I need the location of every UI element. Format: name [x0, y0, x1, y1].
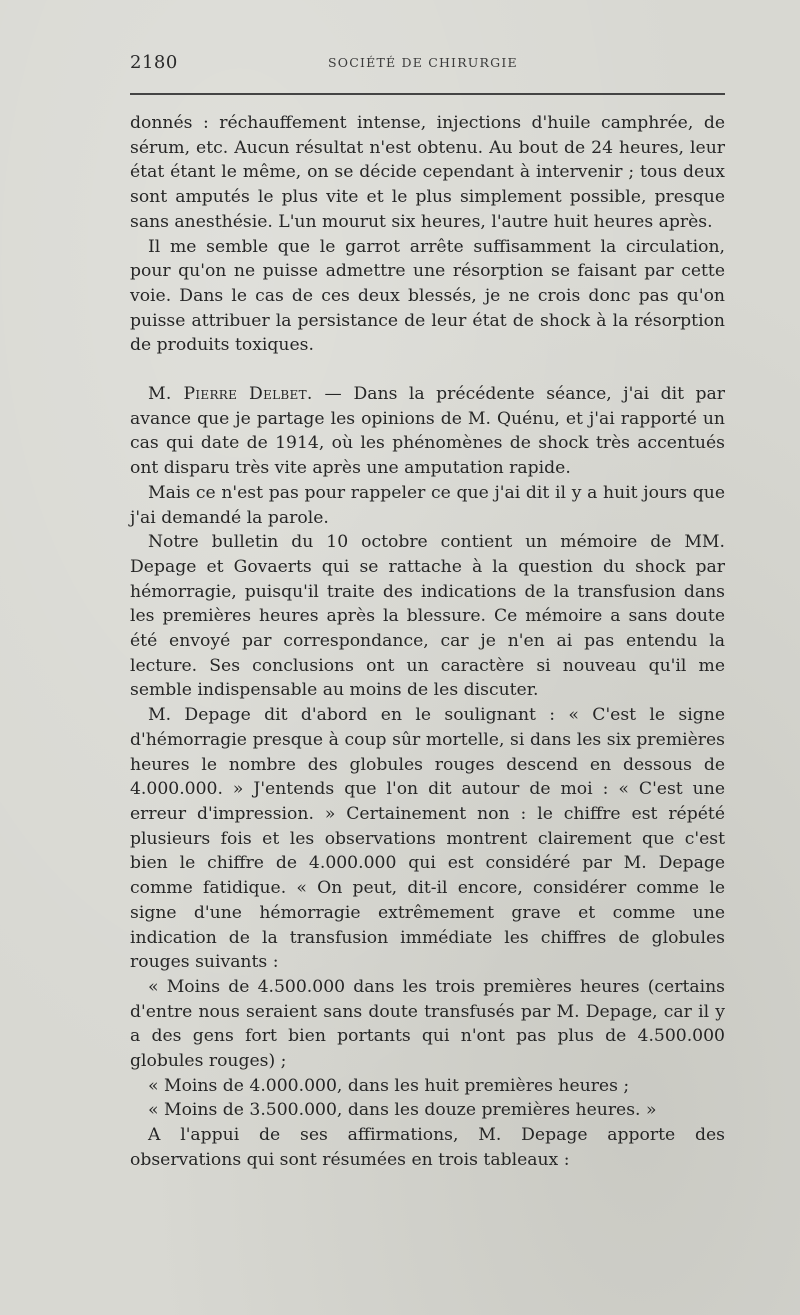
page-number: 2180 [130, 52, 178, 73]
paragraph: A l'appui de ses affirmations, M. Depage apporte des observations qui sont résumées en trois tableaux : [130, 1125, 725, 1170]
paragraph: Mais ce n'est pas pour rappeler ce que j'ai dit il y a huit jours que j'ai demandé la parole. [130, 482, 725, 528]
speaker-name: M. Pierre Delbet. — [148, 384, 342, 405]
header-rule [130, 93, 725, 95]
quote-item: « Moins de 4.500.000 dans les trois premières heures (certains d'entre nous seraient sans doute transfusés par M. Depage, car il y a des gens fort bien portants qui n'ont pas plus de 4.500.000 globules rouges) ; [130, 976, 725, 1072]
section-spacer [130, 358, 725, 382]
running-head: SOCIÉTÉ DE CHIRURGIE [328, 55, 518, 70]
paragraph-text: Dans la précédente séance, j'ai dit par avance que je partage les opinions de M. Quénu, et j'ai rapporté un cas qui date de 1914, où les phénomènes de shock très accentués ont disparu très vite après une amputation rapide. [130, 384, 725, 479]
paragraph: donnés : réchauffement intense, injections d'huile camphrée, de sérum, etc. Aucun résultat n'est obtenu. Au bout de 24 heures, leur état étant le même, on se décide cependant à intervenir ; tous deux sont amputés le plus vite et le plus simplement possible, presque sans anesthésie. L'un mourut six heures, l'autre huit heures après. [130, 113, 725, 232]
quote-item: « Moins de 4.000.000, dans les huit premières heures ; [148, 1075, 630, 1096]
paragraph-delbet [130, 382, 725, 481]
body-text [130, 111, 725, 1173]
paragraph: Notre bulletin du 10 octobre contient un mémoire de MM. Depage et Govaerts qui se rattache à la question du shock par hémorragie, puisqu'il traite des indications de la transfusion dans les premières heures après la blessure. Ce mémoire a sans doute été envoyé par correspondance, car je n'en ai pas entendu la lecture. Ses conclusions ont un caractère si nouveau qu'il me semble indispensable au moins de les discuter. [130, 532, 725, 701]
page-header [130, 48, 725, 78]
paragraph: M. Depage dit d'abord en le soulignant : « C'est le signe d'hémorragie presque à coup sûr mortelle, si dans les six premières heures le nombre des globules rouges descend en dessous de 4.000.000. » J'entends que l'on dit autour de moi : « C'est une erreur d'impression. » Certainement non : le chiffre est répété plusieurs fois et les observations montrent clairement que c'est bien le chiffre de 4.000.000 qui est considéré par M. Depage comme fatidique. « On peut, dit-il encore, considérer comme le signe d'une hémorragie extrêmement grave et comme une indication de la transfusion immédiate les chiffres de globules rouges suivants : [130, 705, 725, 973]
quote-item: « Moins de 3.500.000, dans les douze premières heures. » [148, 1100, 657, 1121]
paragraph: Il me semble que le garrot arrête suffisamment la circulation, pour qu'on ne puisse admettre une résorption se faisant par cette voie. Dans le cas de ces deux blessés, je ne crois donc pas qu'on puisse attribuer la persistance de leur état de shock à la résorption de produits toxiques. [130, 236, 725, 356]
